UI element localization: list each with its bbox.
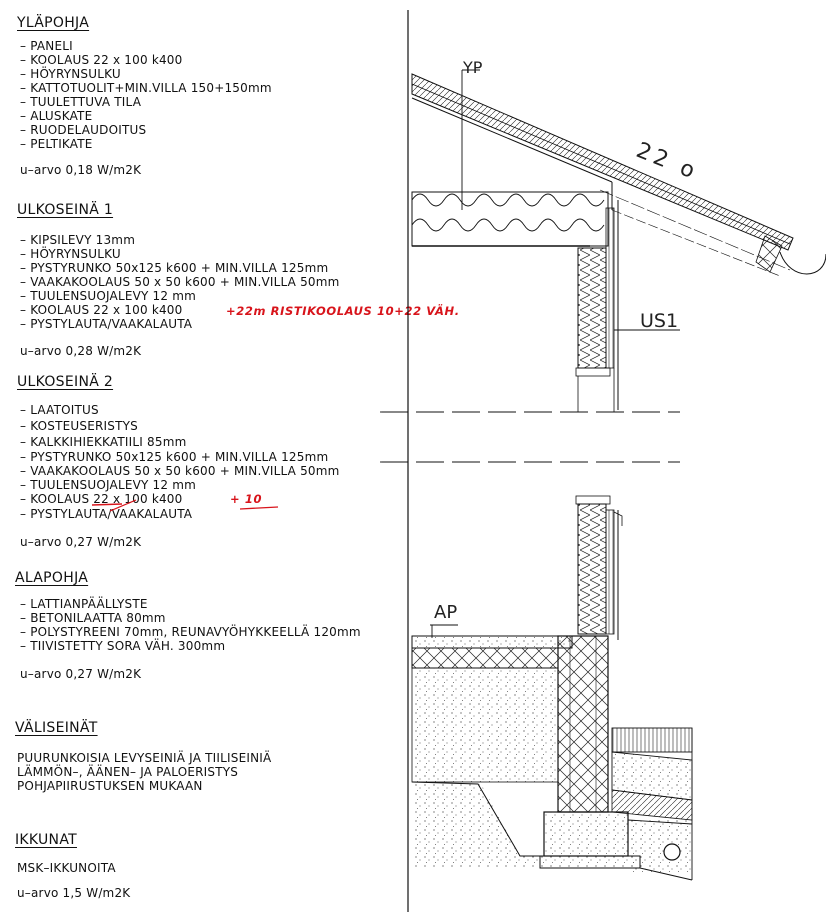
section-title-ulkoseina2: ULKOSEINÄ 2: [17, 374, 114, 390]
ulkoseina1-u-value: u–arvo 0,28 W/m2K: [20, 344, 142, 358]
ulkoseina1-item: – VAAKAKOOLAUS 50 x 50 k600 + MIN.VILLA 50mm: [20, 275, 340, 289]
ulkoseina2-item: – PYSTYLAUTA/VAAKALAUTA: [20, 507, 193, 521]
ulkoseina1-item: – KOOLAUS 22 x 100 k400: [20, 303, 183, 317]
alapohja-item: – POLYSTYREENI 70mm, REUNAVYÖHYKKEELLÄ 120mm: [20, 625, 361, 639]
alapohja-item: – LATTIANPÄÄLLYSTE: [20, 597, 148, 611]
ylapohja-item: – PELTIKATE: [20, 137, 93, 151]
section-title-ikkunat: IKKUNAT: [15, 832, 77, 848]
ylapohja-item: – PANELI: [20, 39, 73, 53]
label-yp: YP: [463, 58, 483, 77]
ikkunat-u-value: u–arvo 1,5 W/m2K: [17, 886, 131, 900]
label-ap: AP: [434, 602, 458, 623]
ulkoseina2-item: – KALKKIHIEKKATIILI 85mm: [20, 435, 187, 449]
ylapohja-item: – KOOLAUS 22 x 100 k400: [20, 53, 183, 67]
label-us1: US1: [640, 310, 679, 332]
ulkoseina1-item: – TUULENSUOJALEVY 12 mm: [20, 289, 197, 303]
ulkoseina2-item: – VAAKAKOOLAUS 50 x 50 k600 + MIN.VILLA 50mm: [20, 464, 340, 478]
section-title-ylapohja: YLÄPOHJA: [17, 15, 90, 31]
label-roof-angle: 22 o: [632, 138, 702, 186]
alapohja-item: – BETONILAATTA 80mm: [20, 611, 166, 625]
valiseinat-line: PUURUNKOISIA LEVYSEINIÄ JA TIILISEINIÄ: [17, 751, 272, 765]
alapohja-item: – TIIVISTETTY SORA VÄH. 300mm: [20, 639, 226, 653]
red-annotation-ristikoolaus: +22m RISTIKOOLAUS 10+22 VÄH.: [226, 304, 460, 318]
ulkoseina1-item: – HÖYRYNSULKU: [20, 247, 121, 261]
ulkoseina1-item: – PYSTYLAUTA/VAAKALAUTA: [20, 317, 193, 331]
alapohja-u-value: u–arvo 0,27 W/m2K: [20, 667, 142, 681]
ulkoseina2-item: – LAATOITUS: [20, 403, 99, 417]
red-annotation-plus-10: + 10: [230, 492, 263, 506]
section-title-alapohja: ALAPOHJA: [15, 570, 89, 586]
ylapohja-u-value: u–arvo 0,18 W/m2K: [20, 163, 142, 177]
ulkoseina2-u-value: u–arvo 0,27 W/m2K: [20, 535, 142, 549]
valiseinat-line: POHJAPIIRUSTUKSEN MUKAAN: [17, 779, 203, 793]
section-title-valiseinat: VÄLISEINÄT: [15, 720, 98, 736]
ulkoseina2-item: – PYSTYRUNKO 50x125 k600 + MIN.VILLA 125mm: [20, 450, 329, 464]
ulkoseina2-item: – KOSTEUSERISTYS: [20, 419, 138, 433]
ulkoseina2-item: – KOOLAUS 22 x 100 k400: [20, 492, 183, 506]
ylapohja-item: – TUULETTUVA TILA: [20, 95, 142, 109]
ylapohja-item: – RUODELAUDOITUS: [20, 123, 147, 137]
ylapohja-item: – ALUSKATE: [20, 109, 93, 123]
ulkoseina1-item: – PYSTYRUNKO 50x125 k600 + MIN.VILLA 125mm: [20, 261, 329, 275]
section-title-ulkoseina1: ULKOSEINÄ 1: [17, 202, 114, 218]
ulkoseina2-item: – TUULENSUOJALEVY 12 mm: [20, 478, 197, 492]
ikkunat-line: MSK–IKKUNOITA: [17, 861, 116, 875]
valiseinat-line: LÄMMÖN–, ÄÄNEN– JA PALOERISTYS: [17, 765, 239, 779]
ylapohja-item: – HÖYRYNSULKU: [20, 67, 121, 81]
ulkoseina1-item: – KIPSILEVY 13mm: [20, 233, 136, 247]
ylapohja-item: – KATTOTUOLIT+MIN.VILLA 150+150mm: [20, 81, 272, 95]
